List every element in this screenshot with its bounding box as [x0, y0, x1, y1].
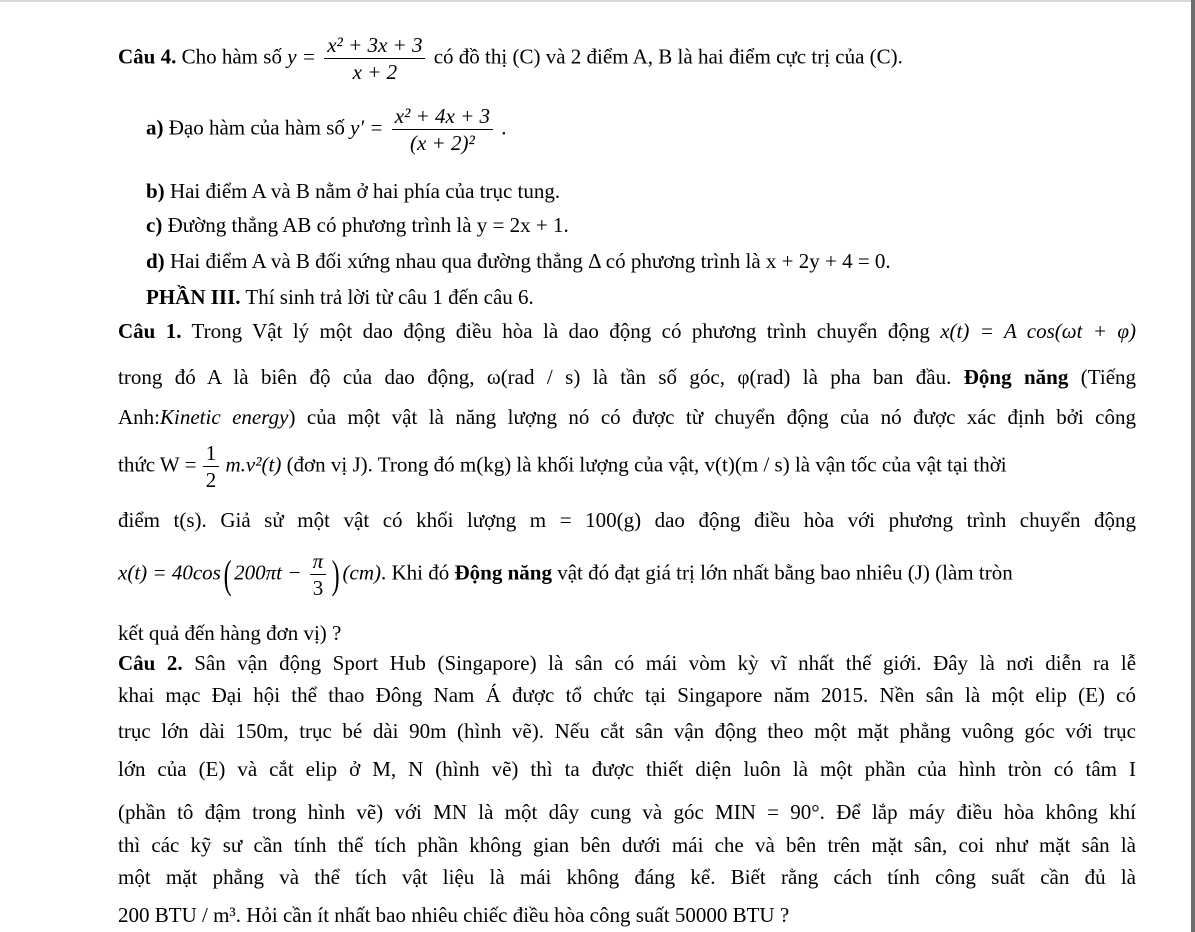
- q1-l6-unit: (cm): [342, 560, 382, 585]
- q2-line-8: [118, 902, 789, 928]
- q4-a-line: [146, 103, 507, 156]
- q1-l6-formula-a: x(t) = 40cos: [118, 560, 221, 585]
- q4-b-text: Hai điểm A và B nằm ở hai phía của trục tung.: [169, 179, 561, 203]
- q2-line-6: [118, 832, 1136, 858]
- q4-d-label: d): [146, 249, 165, 273]
- q2-line-4: [118, 756, 1136, 782]
- q4-label: Câu 4.: [118, 44, 177, 69]
- q2-line-1: [118, 650, 1136, 676]
- q2-l7: một mặt phẳng và thể tích vật liệu là mái không đáng kể. Biết rằng cách tính công suất cần đủ là: [118, 865, 1136, 889]
- q4-a-fraction: [392, 103, 493, 156]
- q1-l6-right-paren: ): [331, 551, 340, 597]
- q1-line-4: [118, 440, 1136, 493]
- part3-heading: PHẦN III.: [146, 285, 241, 309]
- q2-l8: 200 BTU / m³. Hỏi cần ít nhất bao nhiêu chiếc điều hòa công suất 50000 BTU ?: [118, 903, 790, 927]
- q4-func-denominator: x + 2: [324, 58, 425, 85]
- q4-a-lhs: y′ =: [350, 115, 384, 140]
- q1-l4b: (đơn vị J). Trong đó m(kg) là khối lượng của vật, v(t)(m / s) là vận tốc của vật tại thời: [286, 452, 1007, 477]
- q4-a-numerator: x² + 4x + 3: [394, 104, 490, 128]
- q2-line-5: [118, 799, 1136, 825]
- q4-func-lhs: y =: [287, 44, 316, 69]
- q1-line-7: [118, 620, 341, 646]
- q1-l2a: trong đó A là biên độ của dao động, ω(rad / s) là tần số góc, φ(rad) là pha ban đầu.: [118, 365, 952, 389]
- q4-d-text: Hai điểm A và B đối xứng nhau qua đường thẳng Δ có phương trình là x + 2y + 4 = 0.: [169, 249, 891, 273]
- q1-line-1: [118, 318, 1136, 344]
- q1-l4-denominator: 2: [203, 466, 220, 493]
- q1-l4-formula: m.v²(t): [225, 452, 282, 477]
- q1-label: Câu 1.: [118, 319, 182, 343]
- q4-c-line: [146, 212, 569, 238]
- q4-b-line: [146, 178, 560, 204]
- q2-line-2: [118, 682, 1136, 708]
- q2-l6: thì các kỹ sư cần tính thể tích phần không gian bên dưới mái che và bên trên mặt sân, coi như mặt sân là: [118, 833, 1136, 857]
- q4-intro-line: [118, 32, 903, 85]
- q1-l3a: Anh:: [118, 405, 160, 429]
- q1-l6-three: 3: [310, 574, 327, 601]
- q4-a-denominator: (x + 2)²: [392, 129, 493, 156]
- q1-l3-italic: Kinetic energy: [160, 405, 289, 429]
- q2-l4: lớn của (E) và cắt elip ở M, N (hình vẽ) thì ta được thiết diện luôn là một phần của hình tròn có tâm I: [118, 757, 1136, 781]
- q1-l5: điểm t(s). Giả sử một vật có khối lượng m = 100(g) dao động điều hòa với phương trình chuyển động: [118, 508, 1136, 532]
- q4-intro-2: có đồ thị (C) và 2 điểm A, B là hai điểm cực trị của (C).: [433, 44, 903, 69]
- q1-l6b: vật đó đạt giá trị lớn nhất bằng bao nhiêu (J) (làm tròn: [557, 560, 1013, 585]
- q1-l1-formula: x(t) = A cos(ωt + φ): [940, 319, 1137, 343]
- q2-line-3: [118, 718, 1136, 744]
- q1-l7: kết quả đến hàng đơn vị) ?: [118, 621, 342, 645]
- q1-l6-inner-a: 200πt −: [234, 560, 302, 585]
- q4-intro-1: Cho hàm số: [181, 44, 282, 69]
- q4-a-end: .: [501, 115, 507, 140]
- q4-a-label: a): [146, 115, 164, 140]
- q2-label: Câu 2.: [118, 651, 183, 675]
- part3-text: Thí sinh trả lời từ câu 1 đến câu 6.: [245, 285, 534, 309]
- q1-line-5: [118, 507, 1136, 533]
- q4-c-label: c): [146, 213, 163, 237]
- q2-l5: (phần tô đậm trong hình vẽ) với MN là một dây cung và góc MIN = 90°. Để lắp máy điều hòa không khí: [118, 800, 1136, 824]
- q2-line-7: [118, 864, 1136, 890]
- q4-c-text: Đường thẳng AB có phương trình là y = 2x + 1.: [167, 213, 569, 237]
- q1-line-6: [118, 548, 1136, 601]
- q2-l1: Sân vận động Sport Hub (Singapore) là sân có mái vòm kỳ vĩ nhất thế giới. Đây là nơi diễn ra lễ: [194, 651, 1137, 675]
- q4-func-fraction: [324, 32, 425, 85]
- q1-l2-bold: Động năng: [963, 365, 1069, 389]
- part3-line: [146, 284, 534, 310]
- q1-l4-fraction: [203, 440, 220, 493]
- q4-b-label: b): [146, 179, 165, 203]
- q4-a-text: Đạo hàm của hàm số: [168, 115, 345, 140]
- q1-line-3: [118, 404, 1136, 430]
- q1-l6-left-paren: (: [223, 551, 232, 597]
- q1-l6-pi: π: [312, 549, 324, 573]
- page-top-border: [0, 0, 1195, 2]
- q1-l1: Trong Vật lý một dao động điều hòa là dao động có phương trình chuyển động: [191, 319, 930, 343]
- q1-l4-numerator: 1: [205, 441, 217, 465]
- q1-l6a: . Khi đó: [381, 560, 450, 585]
- q4-d-line: [146, 248, 891, 274]
- q1-line-2: [118, 364, 1136, 390]
- q4-func-numerator: x² + 3x + 3: [327, 33, 423, 57]
- q1-l6-bold: Động năng: [454, 560, 552, 585]
- right-scroll-edge: [1191, 0, 1195, 932]
- q1-l6-fraction: [310, 548, 327, 601]
- q1-l3b: ) của một vật là năng lượng nó có được từ chuyển động của nó được xác định bởi công: [288, 405, 1136, 429]
- q2-l3: trục lớn dài 150m, trục bé dài 90m (hình vẽ). Nếu cắt sân vận động theo một mặt phẳng vuông góc với trục: [118, 719, 1136, 743]
- q2-l2: khai mạc Đại hội thể thao Đông Nam Á được tổ chức tại Singapore năm 2015. Nền sân là một elip (E) có: [118, 683, 1136, 707]
- q1-l2b: (Tiếng: [1080, 365, 1137, 389]
- q1-l4a: thức W =: [118, 452, 197, 477]
